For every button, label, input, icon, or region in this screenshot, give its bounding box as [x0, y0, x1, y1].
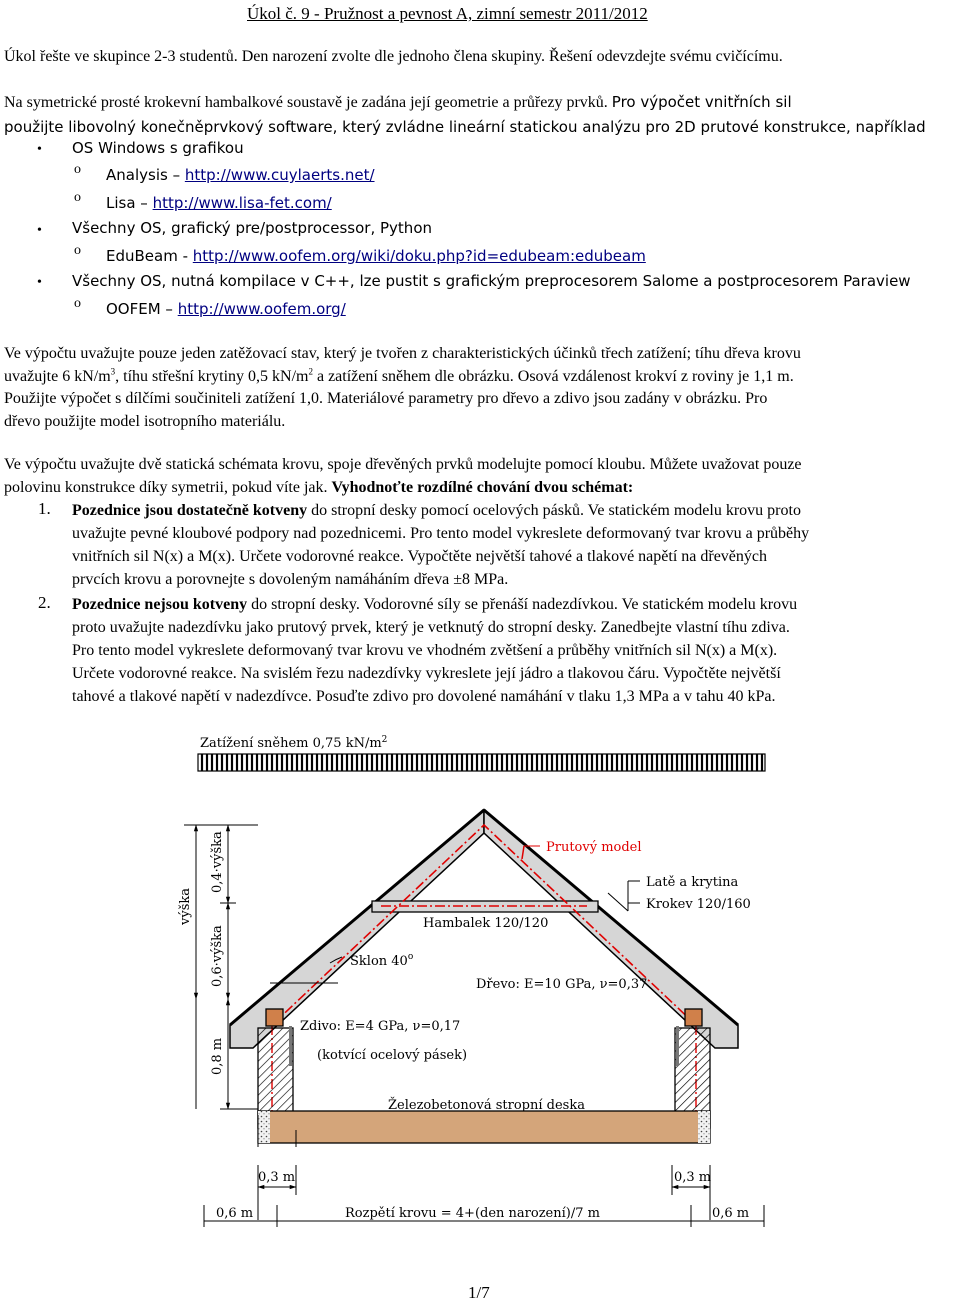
dim-left-03: 0,3 m: [258, 1170, 296, 1185]
link-cuylaerts[interactable]: http://www.cuylaerts.net/: [184, 166, 375, 184]
right-wall-plate: [685, 1009, 702, 1026]
height-06-label: 0,6·výška: [210, 925, 225, 987]
sub-bullet: o: [74, 296, 81, 311]
schema-paragraph: Ve výpočtu uvažujte dvě statická schémata krovu, spoje dřevěných prvků modelujte pomocí kloubu. Můžete uvažovat pouze polovinu konstrukce díky symetrii, pokud víte jak. Vyhodnoťte rozdílné chování dvou schémat:: [4, 456, 802, 496]
page-title: Úkol č. 9 - Pružnost a pevnost A, zimní semestr 2011/2012: [247, 4, 648, 23]
numbered-item-1: Pozednice jsou dostatečně kotveny do stropní desky pomocí ocelových pásků. Ve statickém modelu krovu proto uvažujte pevné kloubové podpory nad pozednicemi. Pro tento model vykreslete deformovaný tvar krovu a průběhy vnitřních sil N(x) a M(x). Určete vodorovné reakce. Vypočtěte největší tahové a tlakové napětí na dřevěných prvcích krovu a porovnejte s dovoleným namáháním dřeva ±8 MPa.: [72, 502, 810, 588]
rafter-label: Krokev 120/160: [646, 897, 751, 912]
collar-label: Hambalek 120/120: [423, 916, 549, 931]
battens-label: Latě a krytina: [646, 875, 739, 890]
height-label: výška: [178, 888, 193, 925]
wood-material-label: Dřevo: E=10 GPa, ν=0,37: [476, 977, 648, 992]
list-item: OOFEM – http://www.oofem.org/: [106, 300, 346, 318]
bullet: •: [37, 142, 42, 157]
strap-label: (kotvící ocelový pásek): [317, 1048, 468, 1063]
item-number: 1.: [38, 499, 51, 518]
bullet: •: [37, 275, 42, 290]
slab-label: Železobetonová stropní deska: [388, 1098, 585, 1113]
snow-load-bar: [198, 754, 765, 771]
list-item: Všechny OS, nutná kompilace v C++, lze pustit s grafickým preprocesorem Salome a postprocesorem Paraview: [72, 272, 911, 290]
bullet: •: [37, 223, 42, 238]
assignment-line: Úkol řešte ve skupince 2-3 studentů. Den narození zvolte dle jednoho člena skupiny. Řešení odevzdejte svému cvičícímu.: [4, 48, 783, 65]
load-paragraph: Ve výpočtu uvažujte pouze jeden zatěžovací stav, který je tvořen z charakteristických účinků třech zatížení; tíhu dřeva krovu uvažujte 6 $kN/m^3$, tíhu střešní krytiny 0,5 $kN/m^2$ a zatížení sněhem dle obrázku. Osová vzdálenost krokví z roviny je 1,1 m. Použijte výpočet s dílčími součiniteli zatížení 1,0. Materiálové parametry pro dřevo a zdivo jsou zadány v obrázku. Pro dřevo použijte model isotropního materiálu.: [4, 345, 801, 430]
span-label: Rozpětí krovu = 4+(den narození)/7 m: [345, 1206, 600, 1221]
numbered-item-2: Pozednice nejsou kotveny do stropní desky. Vodorovné síly se přenáší nadezdívkou. Ve statickém modelu krovu proto uvažujte nadezdívku jako prutový prvek, který je vetknutý do stropní desky. Zanedbejte vlastní tíhu zdiva. Pro tento model vykreslete deformovaný tvar krovu ve vhodném zvětšení a průběhy vnitřních sil N(x) a M(x). Určete vodorovné reakce. Na svislém řezu nadezdívky vykreslete její jádro a tlakovou čáru. Vypočtěte největší tahové a tlakové napětí v nadezdívce. Posuďte zdivo pro dovolené namáhání v tlaku 1,3 MPa a v tahu 40 kPa.: [72, 596, 798, 705]
list-item: Analysis – http://www.cuylaerts.net/: [106, 166, 375, 184]
model-label: Prutový model: [546, 840, 642, 855]
link-oofem[interactable]: http://www.oofem.org/: [177, 300, 346, 318]
sub-bullet: o: [74, 190, 81, 205]
dim-right-06: 0,6 m: [712, 1206, 750, 1221]
link-edubeam[interactable]: http://www.oofem.org/wiki/doku.php?id=edubeam:edubeam: [192, 247, 646, 265]
list-item: Všechny OS, grafický pre/postprocessor, Python: [72, 219, 432, 237]
list-item: OS Windows s grafikou: [72, 139, 244, 157]
floor-slab: [258, 1111, 710, 1143]
page-number: 1/7: [468, 1283, 490, 1302]
list-item: EduBeam - http://www.oofem.org/wiki/doku.php?id=edubeam:edubeam: [106, 247, 646, 265]
truss-diagram: [0, 725, 960, 1265]
left-wall-plate: [266, 1009, 283, 1026]
item-number: 2.: [38, 593, 51, 612]
dim-left-06: 0,6 m: [216, 1206, 254, 1221]
slope-label: Sklon 40$^o$: [350, 952, 414, 969]
height-04-label: 0,4·výška: [210, 831, 225, 893]
intro-line-2: použijte libovolný konečněprvkový software, který zvládne lineární statickou analýzu pro 2D prutové konstrukce, například: [4, 118, 926, 136]
list-item: Lisa – http://www.lisa-fet.com/: [106, 194, 332, 212]
dim-right-03: 0,3 m: [674, 1170, 712, 1185]
masonry-material-label: Zdivo: E=4 GPa, ν=0,17: [300, 1019, 461, 1034]
sub-bullet: o: [74, 162, 81, 177]
snow-load-label: Zatížení sněhem 0,75 $kN/m^2$: [200, 735, 388, 751]
sub-bullet: o: [74, 243, 81, 258]
link-lisa[interactable]: http://www.lisa-fet.com/: [152, 194, 332, 212]
intro-line: Na symetrické prosté krokevní hambalkové soustavě je zadána její geometrie a průřezy prvků. Pro výpočet vnitřních sil: [4, 93, 792, 111]
wall-height-label: 0,8 m: [210, 1037, 225, 1075]
